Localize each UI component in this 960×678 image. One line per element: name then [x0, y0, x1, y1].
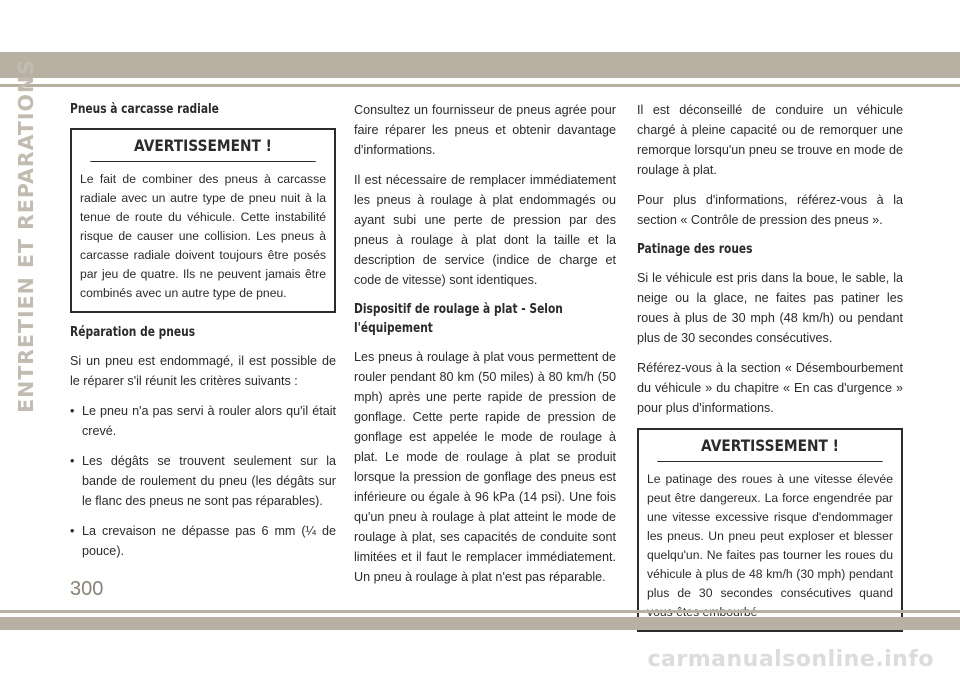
list-item: • Les dégâts se trouvent seulement sur la bande de roulement du pneu (les dégâts sur le flanc des pneus ne sont pas réparables). [70, 451, 336, 511]
heading-wheel-spin: Patinage des roues [637, 242, 753, 257]
section-title: ENTRETIEN ET REPARATIONS [14, 59, 39, 413]
paragraph: Si le véhicule est pris dans la boue, le sable, la neige ou la glace, ne faites pas patiner les roues à plus de 30 mph (48 km/h) ou pendant plus de 30 secondes consécutives. [637, 271, 903, 345]
header-rule [0, 84, 960, 87]
warning-box-2 [637, 428, 903, 632]
section-sidebar [8, 59, 44, 413]
paragraph: Référez-vous à la section « Désembourbement du véhicule » du chapitre « En cas d'urgence » pour plus d'informations. [637, 361, 903, 415]
watermark: carmanualsonline.info [647, 647, 934, 672]
warning-title-2: AVERTISSEMENT ! [657, 436, 882, 462]
column-2 [354, 100, 616, 597]
warning-text-2: Le patinage des roues à une vitesse élevée peut être dangereux. La force engendrée par une vitesse excessive risque d'endommager les pneus. Un pneu peut exploser et blesser quelqu'un. Ne faites pas tourner les roues du véhicule à plus de 48 km/h (30 mph) pendant plus de 30 secondes consécutives quand [647, 472, 893, 600]
footer-band [0, 617, 960, 630]
heading-run-flat: Dispositif de roulage à plat - Selon l'équipement [354, 302, 563, 336]
paragraph: Il est déconseillé de conduire un véhicule chargé à pleine capacité ou de remorquer une remorque lorsqu'un pneu se trouve en mode de roulage à plat. [637, 103, 903, 177]
column-1 [70, 100, 336, 571]
warning-box-1 [70, 128, 336, 313]
paragraph: Les pneus à roulage à plat vous permettent de rouler pendant 80 km (50 miles) à 80 km/h (50 mph) après une perte rapide de pression de gonflage. Cette perte rapide de pression de gonflage est appelée le mode de roulage à plat. Le mode de roulage à plat se produit lorsque la pression de gonflage des pneus est inférieure ou égale à 96 kPa (14 psi). Une fois qu'un pneu à roulage à plat atteint le mode de roulage à plat, ses capacités de conduite sont limitées et il faut le remplacer immédiatement. Un pneu à roulage à plat n'est pas réparable. [354, 350, 616, 584]
heading-tire-repair: Réparation de pneus [70, 325, 196, 340]
repair-criteria-list [70, 401, 336, 561]
heading-radial-tires: Pneus à carcasse radiale [70, 102, 219, 117]
repair-intro: Si un pneu est endommagé, il est possible de le réparer s'il réunit les critères suivants : [70, 354, 336, 388]
paragraph: Consultez un fournisseur de pneus agrée pour faire réparer les pneus et obtenir davantage d'informations. [354, 103, 616, 157]
column-3 [637, 100, 903, 642]
header-band [0, 52, 960, 78]
footer-rule [0, 610, 960, 613]
page-number: 300 [70, 578, 104, 600]
warning-text-1: Le fait de combiner des pneus à carcasse radiale avec un autre type de pneu nuit à la tenue de route du véhicule. Cette instabilité risque de causer une collision. Les pneus à carcasse radiale doivent toujours être posés par jeu de quatre. Ils ne peuvent jamais être combinés avec un autre type de pneu. [80, 172, 326, 300]
list-item: • La crevaison ne dépasse pas 6 mm (¼ de pouce). [70, 521, 336, 561]
paragraph: Il est nécessaire de remplacer immédiatement les pneus à roulage à plat endommagés ou ayant subi une perte de pression par des pneus à roulage à plat dont la taille et la description de service (indice de charge et code de vitesse) sont identiques. [354, 173, 616, 287]
paragraph: Pour plus d'informations, référez-vous à la section « Contrôle de pression des pneus ». [637, 193, 903, 227]
list-item: • Le pneu n'a pas servi à rouler alors qu'il était crevé. [70, 401, 336, 441]
warning-title-1: AVERTISSEMENT ! [90, 136, 315, 162]
